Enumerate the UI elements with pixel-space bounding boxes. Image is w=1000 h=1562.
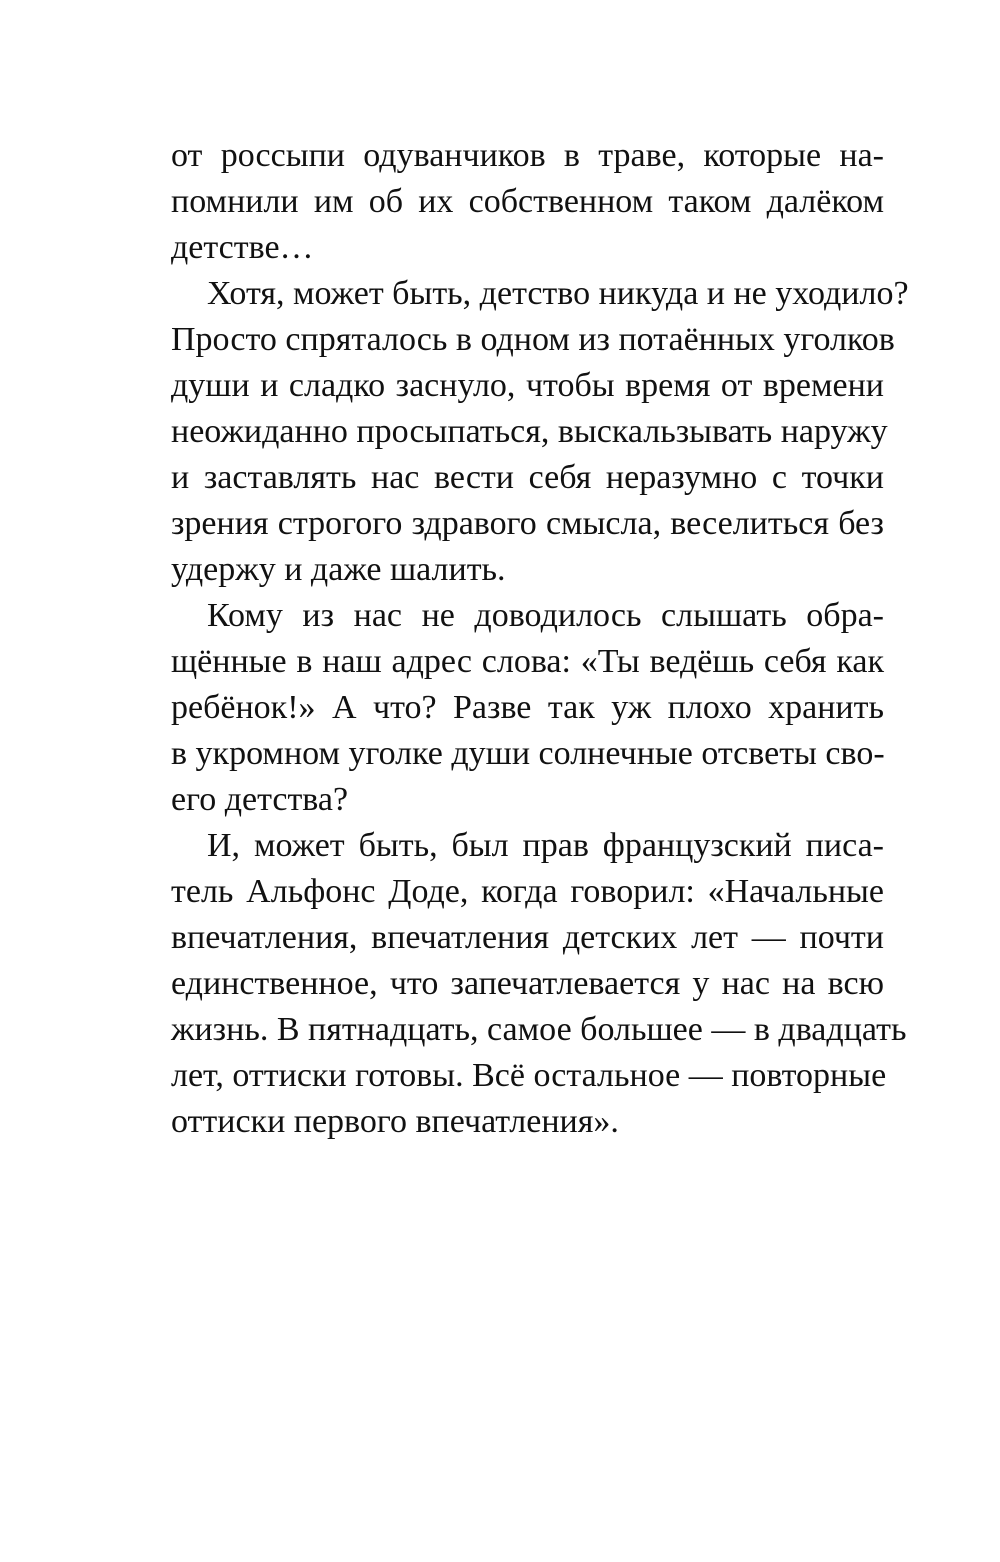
- text-line: зрения строгого здравого смысла, веселиться без: [171, 505, 884, 542]
- text-line: его детства?: [171, 781, 349, 818]
- paragraph-1: [171, 133, 884, 271]
- text-line: неожиданно просыпаться, выскальзывать наружу: [171, 413, 888, 450]
- text-line: ребёнок!» А что? Разве так уж плохо хранить: [171, 689, 884, 726]
- text-line: единственное, что запечатлевается у нас на всю: [171, 965, 884, 1002]
- text-line: души и сладко заснуло, чтобы время от времени: [171, 367, 884, 404]
- text-line: впечатления, впечатления детских лет — почти: [171, 919, 884, 956]
- text-line: Хотя, может быть, детство никуда и не уходило?: [207, 275, 909, 312]
- body-text: [171, 133, 909, 1145]
- text-line: от россыпи одуванчиков в траве, которые на-: [171, 137, 884, 174]
- text-line: тель Альфонс Доде, когда говорил: «Начальные: [171, 873, 884, 910]
- text-line: жизнь. В пятнадцать, самое большее — в двадцать: [171, 1011, 907, 1048]
- text-line: удержу и даже шалить.: [171, 551, 506, 588]
- text-line: в укромном уголке души солнечные отсветы сво-: [171, 735, 885, 772]
- text-line: Просто спряталось в одном из потаённых уголков: [171, 321, 895, 358]
- text-line: лет, оттиски готовы. Всё остальное — повторные: [171, 1057, 887, 1094]
- paragraph-2: [171, 271, 909, 593]
- text-line: щённые в наш адрес слова: «Ты ведёшь себя как: [171, 643, 884, 680]
- text-line: И, может быть, был прав французский писа-: [207, 827, 884, 864]
- paragraph-4: [171, 823, 907, 1145]
- text-line: детстве…: [171, 229, 314, 266]
- text-line: оттиски первого впечатления».: [171, 1103, 619, 1140]
- paragraph-3: [171, 593, 884, 823]
- text-line: помнили им об их собственном таком далёком: [171, 183, 884, 220]
- text-line: и заставлять нас вести себя неразумно с точки: [171, 459, 884, 496]
- text-line: Кому из нас не доводилось слышать обра-: [207, 597, 884, 634]
